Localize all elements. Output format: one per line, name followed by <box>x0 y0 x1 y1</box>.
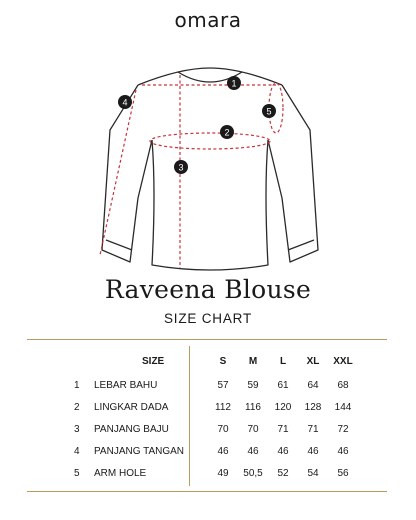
row-number: 3 <box>74 423 80 435</box>
size-table <box>74 348 358 484</box>
blouse-illustration <box>80 50 340 280</box>
cell-value: 128 <box>304 401 322 413</box>
size-header-s: S <box>219 355 227 367</box>
size-header-label: SIZE <box>142 355 165 367</box>
cell-value: 71 <box>277 423 289 435</box>
size-header-l: L <box>279 355 287 367</box>
cell-value: 70 <box>217 423 229 435</box>
cell-value: 71 <box>307 423 319 435</box>
cell-value: 61 <box>277 379 289 391</box>
product-title: Raveena Blouse <box>104 275 312 304</box>
row-number: 2 <box>74 401 80 413</box>
table-header-row <box>74 348 358 374</box>
marker-5 <box>262 104 276 118</box>
cell-value: 46 <box>247 445 259 457</box>
table-row <box>74 374 358 396</box>
table-row <box>74 462 358 484</box>
cell-value: 70 <box>247 423 259 435</box>
cell-value: 46 <box>307 445 319 457</box>
cell-value: 72 <box>337 423 349 435</box>
row-measure-name: LINGKAR DADA <box>94 401 169 413</box>
cell-value: 116 <box>245 401 261 413</box>
cell-value: 50,5 <box>243 467 263 479</box>
cell-value: 68 <box>337 379 349 391</box>
size-chart-subtitle: SIZE CHART <box>163 311 252 326</box>
cell-value: 120 <box>274 401 292 413</box>
marker-2 <box>220 125 234 139</box>
cell-value: 57 <box>217 379 229 391</box>
cell-value: 56 <box>337 467 349 479</box>
marker-3 <box>174 160 188 174</box>
svg-text:2: 2 <box>224 127 230 138</box>
cell-value: 46 <box>277 445 289 457</box>
size-header-xxl: XXL <box>333 355 353 367</box>
size-header-m: M <box>248 355 258 367</box>
row-number: 4 <box>74 445 80 457</box>
svg-text:5: 5 <box>266 106 272 117</box>
table-top-rule <box>27 339 387 340</box>
row-measure-name: PANJANG BAJU <box>94 423 169 435</box>
table-bottom-rule <box>27 491 387 492</box>
cell-value: 49 <box>217 467 229 479</box>
cell-value: 64 <box>307 379 319 391</box>
svg-text:1: 1 <box>231 78 237 89</box>
cell-value: 112 <box>215 401 231 413</box>
row-number: 1 <box>74 379 80 391</box>
cell-value: 59 <box>247 379 259 391</box>
cell-value: 54 <box>307 467 319 479</box>
table-row <box>74 396 358 418</box>
cell-value: 46 <box>217 445 229 457</box>
cell-value: 52 <box>277 467 289 479</box>
row-measure-name: ARM HOLE <box>94 467 147 479</box>
cell-value: 144 <box>334 401 352 413</box>
size-header-xl: XL <box>306 355 320 367</box>
row-number: 5 <box>74 467 80 479</box>
svg-text:4: 4 <box>122 97 128 108</box>
brand-logo: omara <box>174 8 242 32</box>
table-row <box>74 418 358 440</box>
row-measure-name: PANJANG TANGAN <box>94 445 185 457</box>
marker-1 <box>227 76 241 90</box>
marker-4 <box>118 95 132 109</box>
svg-text:3: 3 <box>178 162 184 173</box>
row-measure-name: LEBAR BAHU <box>94 379 158 391</box>
table-row <box>74 440 358 462</box>
cell-value: 46 <box>337 445 349 457</box>
